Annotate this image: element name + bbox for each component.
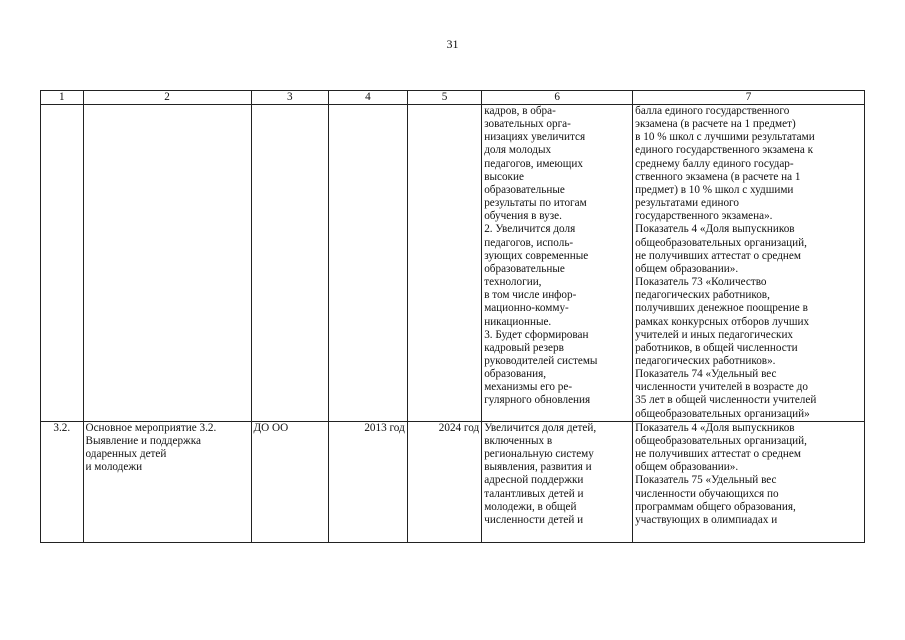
measure-name-cell [83,105,251,422]
text-line: численности обучающихся по [635,487,779,500]
header-cell-2: 2 [83,91,251,105]
text-line: не получивших аттестат о среднем [635,448,801,461]
table-row [41,105,865,422]
row-number-cell: 3.2. [41,421,84,542]
text-line: общем образовании». [635,262,739,275]
text-line: педагогов, исполь- [484,236,574,249]
executor-cell: ДО ОО [251,421,329,542]
text-line: доля молодых [484,144,552,157]
text-line: не получивших аттестат о среднем [635,249,801,262]
text-line: руководителей системы [484,354,598,367]
text-line: участвующих в олимпиадах и [635,513,778,526]
text-line: рамках конкурсных отборов лучших [635,315,810,328]
text-line: получивших денежное поощрение в [635,302,808,315]
start-year-cell: 2013 год [329,421,408,542]
row-number-cell [41,105,84,422]
text-line: Увеличится доля детей, [484,421,597,434]
text-line: ственного экзамена (в расчете на 1 [635,170,801,183]
header-cell-5: 5 [407,91,481,105]
text-line: педагогических работников». [635,354,776,367]
text-line: одаренных детей [85,448,167,461]
text-line: численности учителей в возрасте до [635,381,808,394]
header-cell-4: 4 [329,91,408,105]
text-line: среднему баллу единого государ- [635,157,794,170]
text-line: в том числе инфор- [484,289,577,302]
text-line: Показатель 73 «Количество [635,276,767,289]
text-line: кадров, в обра- [484,105,556,117]
text-line: низациях увеличится [484,131,586,144]
text-line: образовательные [484,183,565,196]
text-line: выявления, развития и [484,461,592,474]
text-line: общем образовании». [635,461,739,474]
page-number: 31 [446,37,459,51]
text-line: балла единого государственного [635,105,790,117]
text-line: результаты по итогам [484,197,587,210]
header-cell-7: 7 [633,91,865,105]
text-line: образовательные [484,262,565,275]
text-line: Показатель 4 «Доля выпускников [635,421,795,434]
executor-cell [251,105,329,422]
result-lines [484,422,630,542]
measures-table [40,90,865,543]
text-line: педагогов, имеющих [484,157,583,170]
text-line: Показатель 74 «Удельный вес [635,368,777,381]
text-line: гулярного обновления [484,394,591,407]
text-line: образования, [484,368,547,381]
text-line: 3. Будет сформирован [484,328,589,341]
result-lines [484,105,630,408]
text-line: никационные. [484,315,552,328]
text-line: адресной поддержки [484,474,584,487]
text-line: общеобразовательных организаций, [635,236,807,249]
header-cell-1: 1 [41,91,84,105]
text-line: обучения в вузе. [484,210,562,223]
text-line: единого государственного экзамена к [635,144,814,157]
header-row [41,91,865,105]
text-line: программам общего образования, [635,500,796,513]
text-line: включенных в [484,434,553,447]
header-cell-6: 6 [482,91,633,105]
end-year-cell [407,105,481,422]
table-row [41,421,865,542]
text-line: общеобразовательных организаций» [635,407,810,420]
text-line: педагогических работников, [635,289,770,302]
result-cell [482,105,633,422]
text-line: кадровый резерв [484,341,564,354]
text-line: общеобразовательных организаций, [635,434,807,447]
text-line: Выявление и поддержка [85,434,202,447]
text-line: 2. Увеличится доля [484,223,576,236]
start-year-cell [329,105,408,422]
text-line: зовательных орга- [484,118,571,131]
text-line: и молодежи [85,461,143,474]
text-line: механизмы его ре- [484,381,573,394]
indicator-cell [633,105,865,422]
text-line: численности детей и [484,513,584,526]
text-line: предмет) в 10 % школ с худшими [635,183,794,196]
text-line: молодежи, в общей [484,500,577,513]
indicator-lines [635,422,862,542]
measure-name-cell [83,421,251,542]
text-line: Показатель 4 «Доля выпускников [635,223,795,236]
end-year-cell: 2024 год [407,421,481,542]
header-cell-3: 3 [251,91,329,105]
text-line: высокие [484,170,524,183]
result-cell [482,421,633,542]
text-line: зующих современные [484,249,589,262]
text-line: Показатель 75 «Удельный вес [635,474,777,487]
text-line: работников, в общей численности [635,341,798,354]
text-line: экзамена (в расчете на 1 предмет) [635,118,796,131]
text-line: мационно-комму- [484,302,569,315]
text-line: результатами единого [635,197,739,210]
text-line: региональную систему [484,448,594,461]
text-line: учителей и иных педагогических [635,328,794,341]
indicator-lines [635,105,862,421]
text-line: государственного экзамена». [635,210,773,223]
indicator-cell [633,421,865,542]
text-line: технологии, [484,276,542,289]
text-line: Основное мероприятие 3.2. [85,421,217,434]
text-line: в 10 % школ с лучшими результатами [635,131,815,144]
text-line: талантливых детей и [484,487,584,500]
measure-name-lines [86,422,249,542]
text-line: 35 лет в общей численности учителей [635,394,817,407]
